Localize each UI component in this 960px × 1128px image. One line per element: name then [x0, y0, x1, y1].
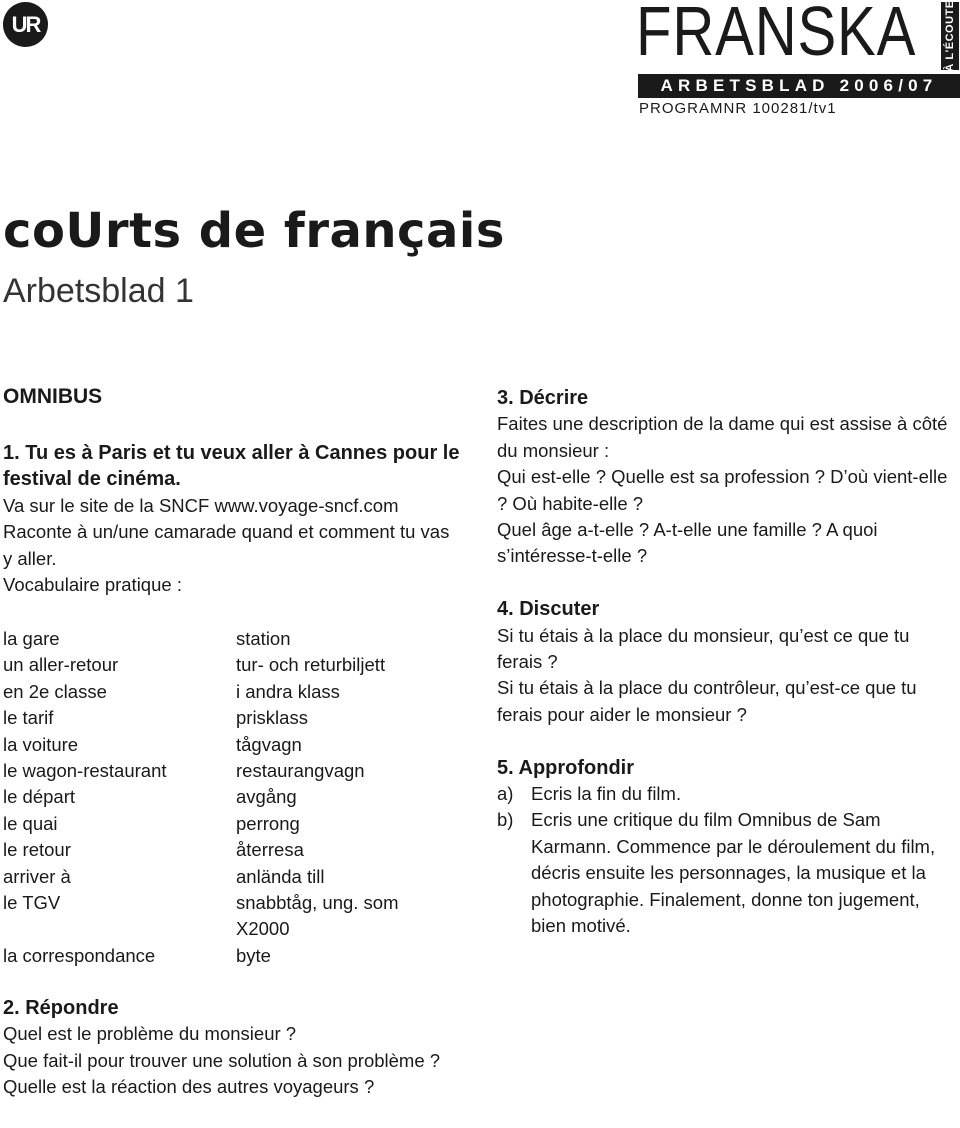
film-title: OMNIBUS: [3, 385, 103, 408]
side-label-text: À L'ÉCOUTE: [944, 0, 956, 72]
vocab-swedish: återresa: [236, 839, 304, 861]
vocab-row: [3, 758, 463, 784]
vocab-swedish: snabbtåg, ung. som X2000: [236, 891, 399, 940]
list-item: [497, 781, 957, 807]
item-text: Ecris une critique du film Omnibus de Sam Karmann. Commence par le déroulement du film, décris ensuite les personnages, la musique et la photographie. Finalement, donne ton jugement, bien motivé.: [531, 809, 936, 937]
section-3-line: Qui est-elle ? Quelle est sa profession ? D’où vient-elle ? Où habite-elle ?: [497, 466, 948, 514]
vocab-row: [3, 705, 463, 731]
vocab-swedish: restaurangvagn: [236, 759, 365, 781]
vocab-swedish: byte: [236, 944, 271, 966]
list-item: [497, 807, 957, 939]
section-3: [497, 385, 957, 570]
vocab-french: le retour: [3, 839, 71, 861]
section-2-line: Quel est le problème du monsieur ?: [3, 1023, 297, 1045]
section-2-heading: 2. Répondre: [3, 997, 119, 1019]
vocab-swedish: tågvagn: [236, 733, 302, 755]
vocab-french: arriver à: [3, 865, 71, 887]
section-1-line: Vocabulaire pratique :: [3, 574, 182, 596]
vocab-row: [3, 732, 463, 758]
section-4-line: Si tu étais à la place du contrôleur, qu’est-ce que tu ferais pour aider le monsieur ?: [497, 677, 917, 725]
logo-text: UR: [11, 11, 40, 37]
vocab-swedish: station: [236, 628, 291, 649]
vocab-row: [3, 811, 463, 837]
vocabulary-list: [3, 626, 463, 969]
vocab-french: la correspondance: [3, 944, 156, 966]
page-subtitle: Arbetsblad 1: [3, 272, 194, 310]
vocab-swedish: tur- och returbiljett: [236, 654, 386, 676]
vocab-row: [3, 837, 463, 863]
vocab-french: en 2e classe: [3, 680, 107, 702]
section-2-line: Que fait-il pour trouver une solution à son problème ?: [3, 1049, 441, 1071]
vocab-swedish: anlända till: [236, 865, 325, 887]
page-title: coUrts de français: [3, 203, 505, 259]
vocab-french: un aller-retour: [3, 654, 119, 676]
vocab-row: [3, 652, 463, 678]
section-3-heading: 3. Décrire: [497, 387, 589, 409]
vocab-swedish: i andra klass: [236, 680, 340, 702]
section-1-line: Raconte à un/une camarade quand et comment tu vas y aller.: [3, 521, 450, 569]
vocab-french: le wagon-restaurant: [3, 759, 167, 781]
section-1-line: Va sur le site de la SNCF www.voyage-sncf.com: [3, 494, 399, 516]
item-marker: b): [497, 809, 514, 831]
brand-title: FRANSKA: [636, 0, 917, 70]
vocab-french: la voiture: [3, 733, 79, 755]
worksheet-bar: ARBETSBLAD 2006/07: [638, 74, 960, 98]
program-number: PROGRAMNR 100281/tv1: [639, 100, 837, 117]
vocab-swedish: avgång: [236, 786, 297, 808]
vocab-french: le départ: [3, 786, 75, 808]
section-1: [3, 440, 463, 598]
section-5-heading: 5. Approfondir: [497, 756, 635, 779]
vocab-french: le quai: [3, 812, 58, 834]
section-4: [497, 596, 957, 728]
vocab-row: [3, 679, 463, 705]
vocab-row: [3, 784, 463, 810]
right-column: [497, 385, 957, 966]
section-3-line: Faites une description de la dame qui est assise à côté du monsieur :: [497, 413, 948, 461]
section-3-line: Quel âge a-t-elle ? A-t-elle une famille ? A quoi s’intéresse-t-elle ?: [497, 519, 878, 567]
vocab-french: la gare: [3, 628, 60, 649]
vocab-french: le tarif: [3, 707, 54, 729]
side-label: [941, 2, 959, 70]
section-4-line: Si tu étais à la place du monsieur, qu’est ce que tu ferais ?: [497, 624, 910, 673]
item-marker: a): [497, 783, 514, 805]
ur-logo: [3, 2, 48, 47]
section-2-line: Quelle est la réaction des autres voyageurs ?: [3, 1076, 375, 1098]
vocab-row: [3, 864, 463, 890]
vocab-row: [3, 943, 463, 969]
section-5: [497, 755, 957, 940]
section-4-heading: 4. Discuter: [497, 598, 600, 621]
section-2: [3, 995, 443, 1101]
vocab-row: [3, 626, 463, 652]
item-text: Ecris la fin du film.: [531, 783, 682, 805]
vocab-row: [3, 890, 463, 943]
section-1-heading: 1. Tu es à Paris et tu veux aller à Cannes pour le festival de cinéma.: [3, 442, 460, 491]
vocab-french: le TGV: [3, 891, 61, 913]
vocab-swedish: prisklass: [236, 707, 308, 729]
vocab-swedish: perrong: [236, 812, 300, 834]
